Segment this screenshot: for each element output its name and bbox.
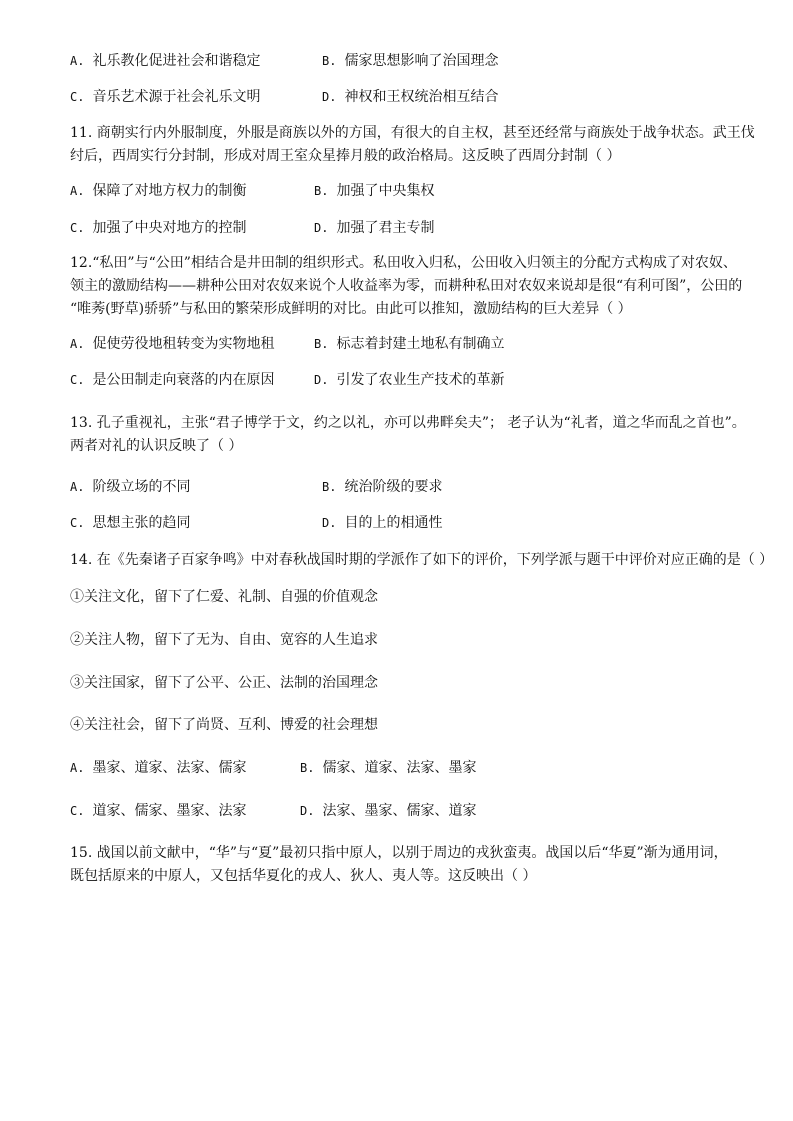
q14-option-a[interactable] (70, 759, 246, 777)
option-letter: C. (70, 373, 85, 387)
option-text: 是公田制走向衰落的内在原因 (92, 372, 275, 388)
q14-item-3: ③关注国家，留下了公平、公正、法制的治国理念 (70, 675, 378, 691)
q14-item-4: ④关注社会，留下了尚贤、互利、博爱的社会理想 (70, 717, 378, 733)
q10-option-d[interactable] (322, 88, 498, 106)
q11-stem (70, 122, 760, 168)
q14-item-1: ①关注文化，留下了仁爱、礼制、自强的价值观念 (70, 589, 378, 605)
q11-option-d[interactable] (314, 219, 434, 237)
option-text: 加强了中央集权 (336, 183, 435, 199)
option-letter: A. (70, 54, 85, 68)
option-text: 道家、儒家、墨家、法家 (92, 803, 247, 819)
option-letter: D. (300, 804, 315, 818)
q12-option-d[interactable] (314, 371, 504, 389)
q13-stem-line-1: 13. 孔子重视礼，主张“君子博学于文，约之以礼，亦可以弗畔矣夫”； 老子认为“礼者，道之华而乱之首也”。 (70, 415, 746, 431)
option-letter: B. (322, 480, 337, 494)
q12-stem (70, 252, 760, 321)
option-letter: A. (70, 184, 85, 198)
q12-option-a[interactable] (70, 335, 274, 353)
q12-stem-line-2: 领主的激励结构——耕种公田对农奴来说个人收益率为零，而耕种私田对农奴来说却是很“有利可图”，公田的 (70, 278, 743, 294)
q10-option-c[interactable] (70, 88, 260, 106)
option-text: 思想主张的趋同 (92, 515, 191, 531)
option-letter: B. (314, 184, 329, 198)
q10-option-a[interactable] (70, 52, 260, 70)
option-text: 保障了对地方权力的制衡 (92, 183, 247, 199)
option-text: 墨家、道家、法家、儒家 (92, 760, 247, 776)
q14-stem (70, 549, 774, 572)
q11-stem-line-1: 11. 商朝实行内外服制度，外服是商族以外的方国，有很大的自主权，甚至还经常与商族处于战争状态。武王伐 (70, 125, 755, 141)
q13-stem (70, 412, 760, 458)
q14-stem-line-1: 14. 在《先秦诸子百家争鸣》中对春秋战国时期的学派作了如下的评价，下列学派与题干中评价对应正确的是（ ） (70, 552, 774, 568)
option-text: 法家、墨家、儒家、道家 (322, 803, 477, 819)
q14-item-2: ②关注人物，留下了无为、自由、宽容的人生追求 (70, 632, 378, 648)
option-text: 礼乐教化促进社会和谐稳定 (92, 53, 261, 69)
option-letter: D. (322, 90, 337, 104)
q12-stem-line-3: “唯莠(野草)骄骄”与私田的繁荣形成鲜明的对比。由此可以推知，激励结构的巨大差异（ ） (70, 301, 632, 317)
option-text: 儒家、道家、法家、墨家 (322, 760, 477, 776)
q14-option-c[interactable] (70, 802, 246, 820)
q15-stem-line-1: 15. 战国以前文献中，“华”与“夏”最初只指中原人，以别于周边的戎狄蛮夷。战国以后“华夏”渐为通用词， (70, 845, 728, 861)
q13-option-d[interactable] (322, 514, 442, 532)
option-text: 促使劳役地租转变为实物地租 (92, 336, 275, 352)
option-text: 加强了君主专制 (336, 220, 435, 236)
q10-option-b[interactable] (322, 52, 498, 70)
option-letter: D. (322, 516, 337, 530)
option-letter: D. (314, 221, 329, 235)
option-text: 目的上的相通性 (344, 515, 443, 531)
q14-option-b[interactable] (300, 759, 476, 777)
option-text: 引发了农业生产技术的革新 (336, 372, 505, 388)
q12-stem-line-1: 12.“私田”与“公田”相结合是井田制的组织形式。私田收入归私，公田收入归领主的分配方式构成了对农奴、 (70, 255, 737, 271)
option-text: 统治阶级的要求 (344, 479, 443, 495)
q13-stem-line-2: 两者对礼的认识反映了（ ） (70, 438, 243, 454)
q11-option-b[interactable] (314, 182, 434, 200)
option-letter: A. (70, 337, 85, 351)
option-letter: A. (70, 480, 85, 494)
q11-option-a[interactable] (70, 182, 246, 200)
option-letter: B. (314, 337, 329, 351)
option-letter: B. (322, 54, 337, 68)
q14-option-d[interactable] (300, 802, 476, 820)
option-letter: D. (314, 373, 329, 387)
q12-option-c[interactable] (70, 371, 274, 389)
q12-option-b[interactable] (314, 335, 504, 353)
option-text: 音乐艺术源于社会礼乐文明 (92, 89, 261, 105)
option-letter: C. (70, 516, 85, 530)
q11-option-c[interactable] (70, 219, 246, 237)
option-letter: B. (300, 761, 315, 775)
option-text: 儒家思想影响了治国理念 (344, 53, 499, 69)
q13-option-c[interactable] (70, 514, 190, 532)
q13-option-b[interactable] (322, 478, 442, 496)
option-letter: C. (70, 90, 85, 104)
option-letter: A. (70, 761, 85, 775)
option-letter: C. (70, 804, 85, 818)
option-text: 阶级立场的不同 (92, 479, 191, 495)
option-text: 加强了中央对地方的控制 (92, 220, 247, 236)
q15-stem-line-2: 既包括原来的中原人，又包括华夏化的戎人、狄人、夷人等。这反映出（ ） (70, 868, 537, 884)
q15-stem (70, 842, 760, 888)
q11-stem-line-2: 纣后，西周实行分封制，形成对周王室众星捧月般的政治格局。这反映了西周分封制（ ） (70, 148, 621, 164)
option-letter: C. (70, 221, 85, 235)
option-text: 神权和王权统治相互结合 (344, 89, 499, 105)
q13-option-a[interactable] (70, 478, 190, 496)
option-text: 标志着封建土地私有制确立 (336, 336, 505, 352)
